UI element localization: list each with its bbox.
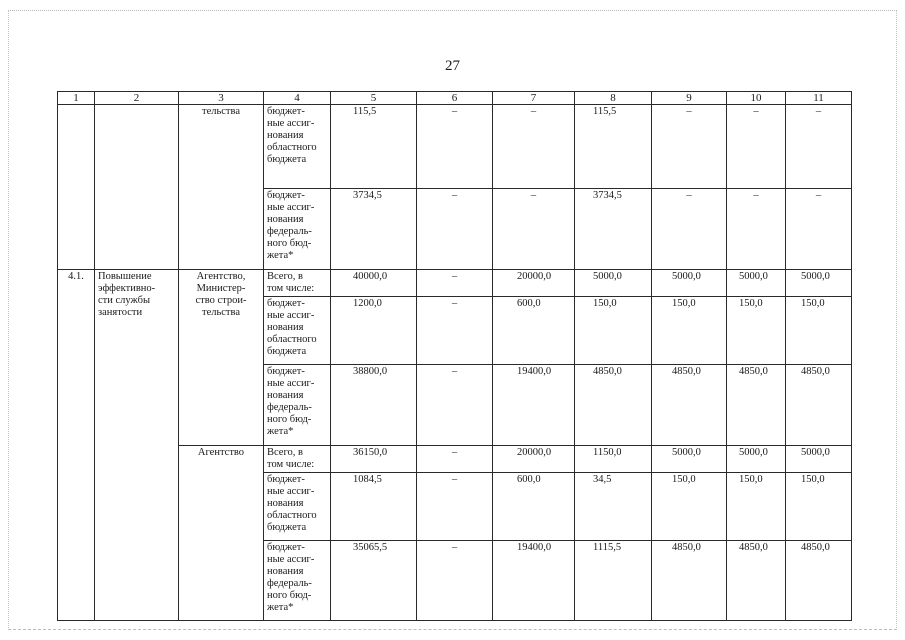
value-col-6: – xyxy=(417,365,493,446)
value-col-6: – xyxy=(417,446,493,473)
value-col-9: – xyxy=(652,189,727,270)
value-col-10: – xyxy=(727,105,786,189)
value-col-11: 4850,0 xyxy=(786,541,852,621)
value-col-7: 600,0 xyxy=(493,297,575,365)
value-col-9: 5000,0 xyxy=(652,446,727,473)
value-col-11: 5000,0 xyxy=(786,270,852,297)
column-header-7: 7 xyxy=(493,92,575,105)
value-col-10: 4850,0 xyxy=(727,365,786,446)
value-col-7: 20000,0 xyxy=(493,270,575,297)
value-col-11: 150,0 xyxy=(786,473,852,541)
measure-name-cell xyxy=(95,105,179,270)
budget-table xyxy=(57,91,852,621)
scan-edge-left xyxy=(8,10,9,630)
funding-source-cell: бюджет- ные ассиг- нования федераль- ного бюд- жета* xyxy=(264,189,331,270)
value-col-7: – xyxy=(493,105,575,189)
column-header-10: 10 xyxy=(727,92,786,105)
column-header-3: 3 xyxy=(179,92,264,105)
value-col-11: 5000,0 xyxy=(786,446,852,473)
row-number-cell xyxy=(58,105,95,270)
value-col-5: 3734,5 xyxy=(331,189,417,270)
value-col-5: 36150,0 xyxy=(331,446,417,473)
column-header-9: 9 xyxy=(652,92,727,105)
value-col-11: 150,0 xyxy=(786,297,852,365)
column-header-1: 1 xyxy=(58,92,95,105)
value-col-6: – xyxy=(417,270,493,297)
value-col-10: 5000,0 xyxy=(727,446,786,473)
funding-source-cell: бюджет- ные ассиг- нования областного бюджета xyxy=(264,473,331,541)
header-row xyxy=(58,92,852,105)
scan-edge-right xyxy=(896,10,897,630)
funding-source-cell: Всего, в том числе: xyxy=(264,270,331,297)
value-col-6: – xyxy=(417,473,493,541)
funding-source-cell: Всего, в том числе: xyxy=(264,446,331,473)
funding-source-cell: бюджет- ные ассиг- нования федераль- ного бюд- жета* xyxy=(264,541,331,621)
value-col-6: – xyxy=(417,541,493,621)
funding-source-cell: бюджет- ные ассиг- нования областного бюджета xyxy=(264,297,331,365)
value-col-10: 150,0 xyxy=(727,297,786,365)
table-body xyxy=(58,105,852,621)
section-title: Повышение эффективно- сти службы занятости xyxy=(95,270,179,621)
value-col-5: 1084,5 xyxy=(331,473,417,541)
value-col-9: 4850,0 xyxy=(652,365,727,446)
value-col-5: 1200,0 xyxy=(331,297,417,365)
value-col-10: 4850,0 xyxy=(727,541,786,621)
page-number: 27 xyxy=(445,58,460,74)
executor-cell: тельства xyxy=(179,105,264,270)
value-col-9: 4850,0 xyxy=(652,541,727,621)
value-col-6: – xyxy=(417,297,493,365)
value-col-11: – xyxy=(786,189,852,270)
value-col-10: 5000,0 xyxy=(727,270,786,297)
value-col-9: – xyxy=(652,105,727,189)
value-col-11: – xyxy=(786,105,852,189)
value-col-8: 3734,5 xyxy=(575,189,652,270)
scan-edge-bottom xyxy=(8,629,897,630)
column-header-11: 11 xyxy=(786,92,852,105)
scan-edge-top xyxy=(8,10,897,11)
column-header-5: 5 xyxy=(331,92,417,105)
column-header-2: 2 xyxy=(95,92,179,105)
funding-source-cell: бюджет- ные ассиг- нования областного бюджета xyxy=(264,105,331,189)
value-col-5: 115,5 xyxy=(331,105,417,189)
executor-cell: Агентство, Министер- ство строи- тельства xyxy=(179,270,264,446)
section-number: 4.1. xyxy=(58,270,95,621)
value-col-9: 150,0 xyxy=(652,473,727,541)
value-col-5: 35065,5 xyxy=(331,541,417,621)
value-col-8: 34,5 xyxy=(575,473,652,541)
value-col-5: 38800,0 xyxy=(331,365,417,446)
value-col-10: – xyxy=(727,189,786,270)
executor-cell: Агентство xyxy=(179,446,264,621)
column-header-6: 6 xyxy=(417,92,493,105)
value-col-7: 20000,0 xyxy=(493,446,575,473)
value-col-7: 19400,0 xyxy=(493,541,575,621)
value-col-11: 4850,0 xyxy=(786,365,852,446)
table-row xyxy=(58,270,852,297)
value-col-10: 150,0 xyxy=(727,473,786,541)
value-col-8: 1150,0 xyxy=(575,446,652,473)
value-col-8: 150,0 xyxy=(575,297,652,365)
value-col-8: 115,5 xyxy=(575,105,652,189)
value-col-6: – xyxy=(417,189,493,270)
value-col-8: 4850,0 xyxy=(575,365,652,446)
value-col-9: 150,0 xyxy=(652,297,727,365)
table-row xyxy=(58,105,852,189)
value-col-7: 19400,0 xyxy=(493,365,575,446)
value-col-8: 5000,0 xyxy=(575,270,652,297)
funding-source-cell: бюджет- ные ассиг- нования федераль- ного бюд- жета* xyxy=(264,365,331,446)
value-col-7: – xyxy=(493,189,575,270)
value-col-9: 5000,0 xyxy=(652,270,727,297)
value-col-7: 600,0 xyxy=(493,473,575,541)
column-header-4: 4 xyxy=(264,92,331,105)
value-col-6: – xyxy=(417,105,493,189)
value-col-5: 40000,0 xyxy=(331,270,417,297)
value-col-8: 1115,5 xyxy=(575,541,652,621)
column-header-8: 8 xyxy=(575,92,652,105)
